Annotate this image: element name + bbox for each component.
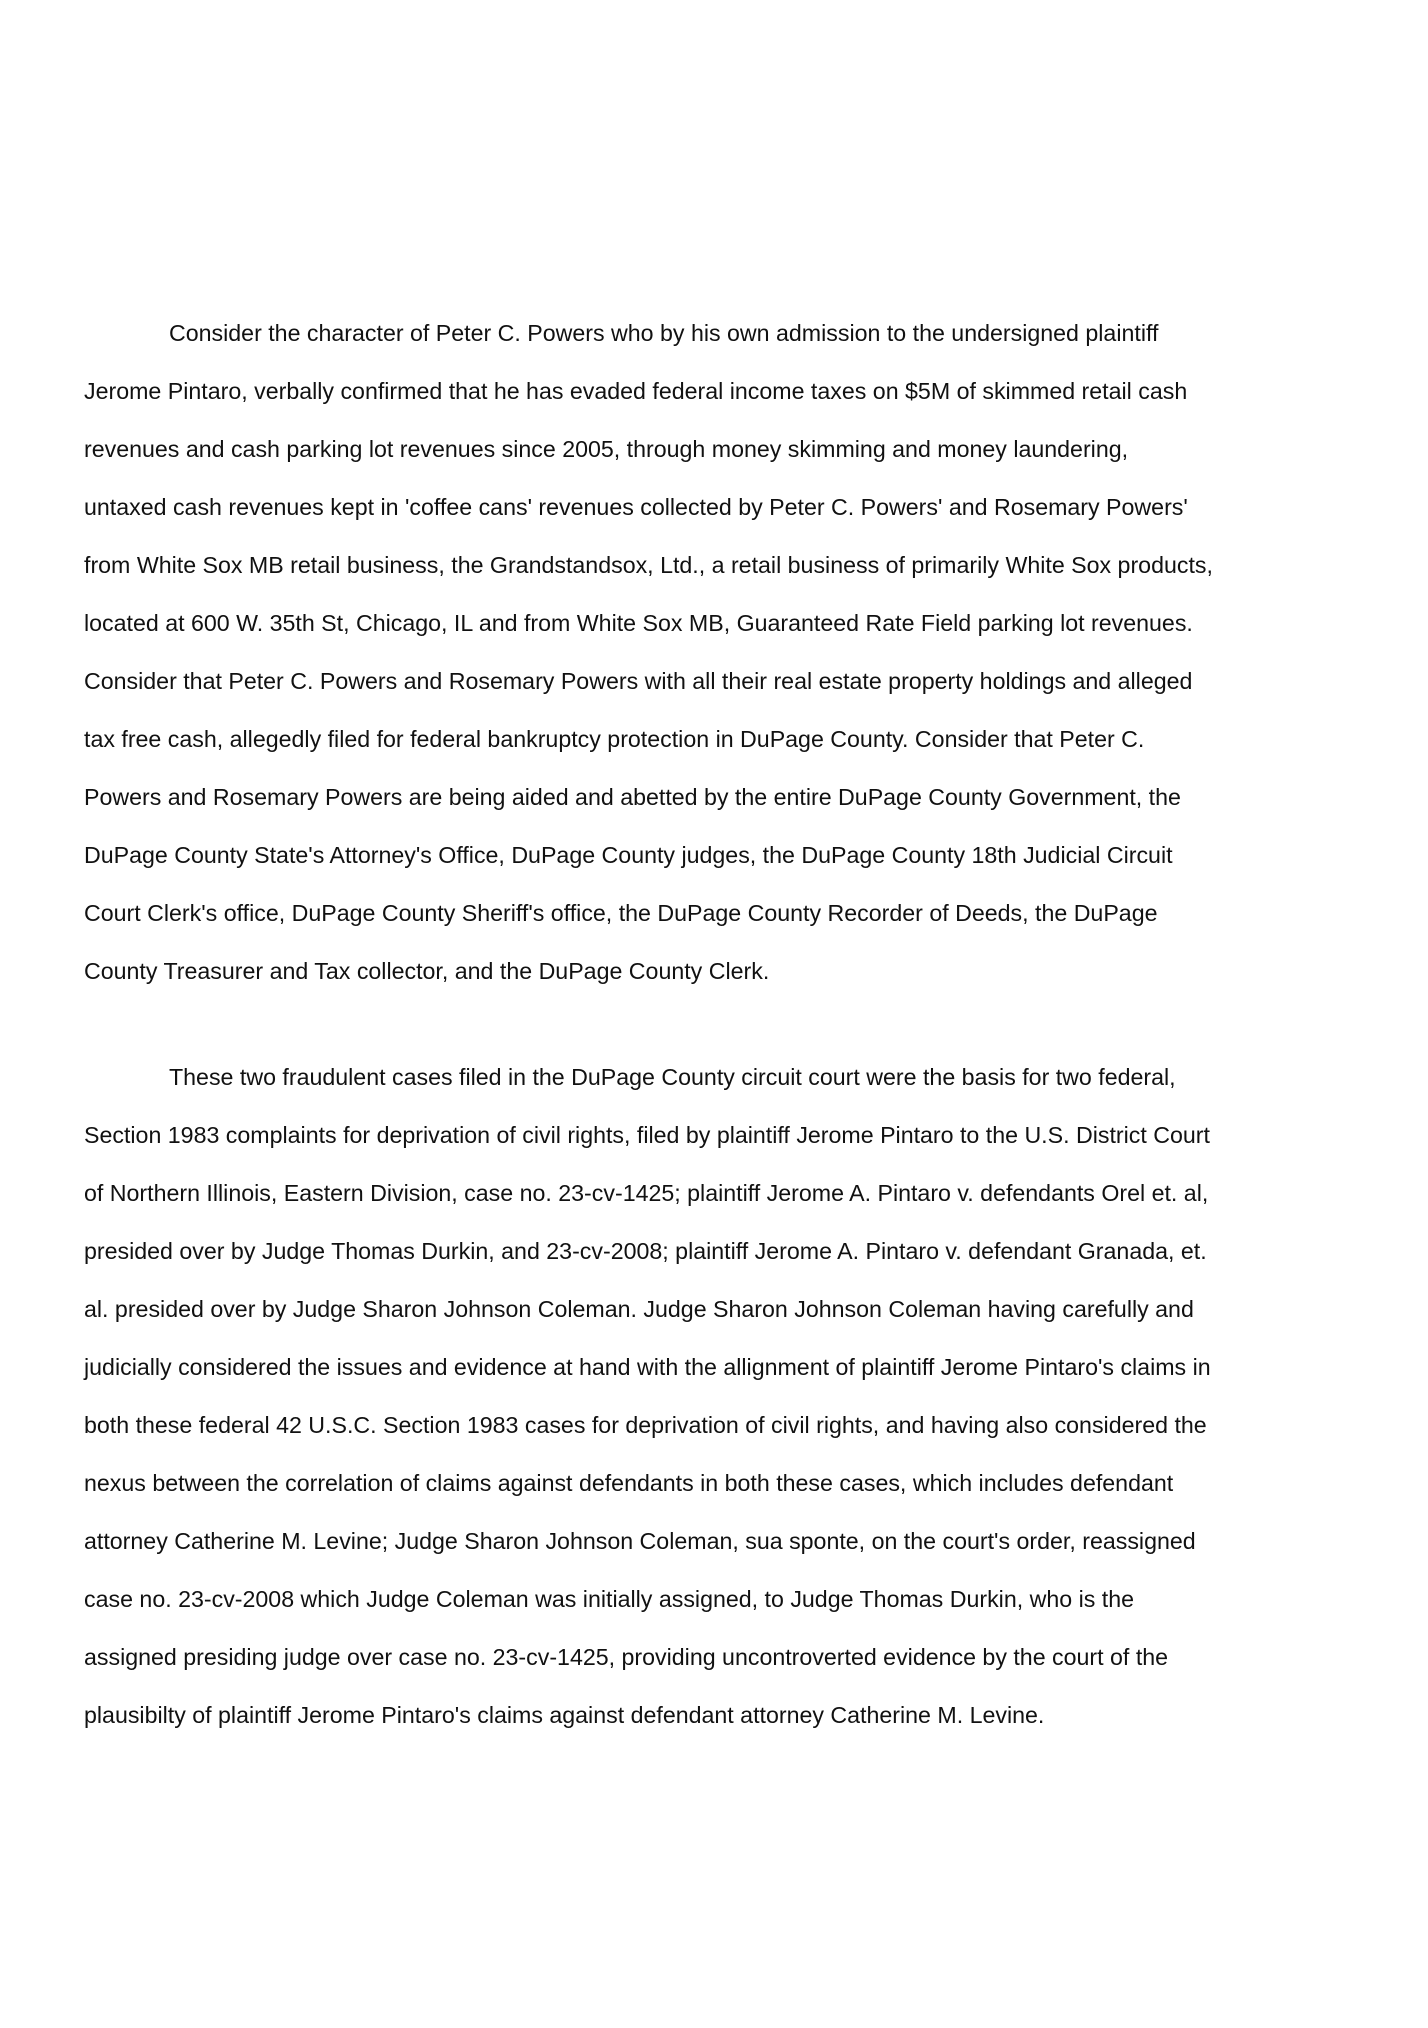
paragraph-line: case no. 23-cv-2008 which Judge Coleman was initially assigned, to Judge Thomas Durkin, who is the: [84, 1586, 1135, 1612]
paragraph-line: tax free cash, allegedly filed for federal bankruptcy protection in DuPage County. Consider that Peter C.: [84, 726, 1145, 752]
paragraph-line: of Northern Illinois, Eastern Division, case no. 23-cv-1425; plaintiff Jerome A. Pintaro v. defendants Orel et. al,: [84, 1180, 1209, 1206]
paragraph-line: Consider that Peter C. Powers and Rosemary Powers with all their real estate property holdings and alleged: [84, 668, 1193, 694]
paragraph-line: These two fraudulent cases filed in the DuPage County circuit court were the basis for two federal,: [169, 1064, 1176, 1090]
paragraph-line: DuPage County State's Attorney's Office, DuPage County judges, the DuPage County 18th Judicial Circuit: [84, 842, 1173, 868]
paragraph-1: [84, 304, 1346, 1000]
paragraph-line: from White Sox MB retail business, the Grandstandsox, Ltd., a retail business of primarily White Sox products,: [84, 552, 1213, 578]
paragraph-line: al. presided over by Judge Sharon Johnson Coleman. Judge Sharon Johnson Coleman having carefully and: [84, 1296, 1194, 1322]
paragraph-line: untaxed cash revenues kept in 'coffee cans' revenues collected by Peter C. Powers' and Rosemary Powers': [84, 494, 1188, 520]
paragraph-line: assigned presiding judge over case no. 23-cv-1425, providing uncontroverted evidence by the court of the: [84, 1644, 1169, 1670]
paragraph-line: located at 600 W. 35th St, Chicago, IL and from White Sox MB, Guaranteed Rate Field parking lot revenues.: [84, 610, 1193, 636]
paragraph-line: plausibilty of plaintiff Jerome Pintaro's claims against defendant attorney Catherine M. Levine.: [84, 1702, 1045, 1728]
paragraph-line: presided over by Judge Thomas Durkin, and 23-cv-2008; plaintiff Jerome A. Pintaro v. defendant Granada, et.: [84, 1238, 1207, 1264]
paragraph-line: Court Clerk's office, DuPage County Sheriff's office, the DuPage County Recorder of Deeds, the DuPage: [84, 900, 1158, 926]
paragraph-line: both these federal 42 U.S.C. Section 1983 cases for deprivation of civil rights, and having also considered the: [84, 1412, 1207, 1438]
paragraph-2: [84, 1048, 1346, 1744]
paragraph-line: attorney Catherine M. Levine; Judge Sharon Johnson Coleman, sua sponte, on the court's order, reassigned: [84, 1528, 1196, 1554]
paragraph-line: Section 1983 complaints for deprivation of civil rights, filed by plaintiff Jerome Pintaro to the U.S. District Court: [84, 1122, 1210, 1148]
paragraph-line: Jerome Pintaro, verbally confirmed that he has evaded federal income taxes on $5M of skimmed retail cash: [84, 378, 1188, 404]
paragraph-line: Powers and Rosemary Powers are being aided and abetted by the entire DuPage County Government, the: [84, 784, 1181, 810]
paragraph-line: County Treasurer and Tax collector, and the DuPage County Clerk.: [84, 958, 770, 984]
paragraph-line: nexus between the correlation of claims against defendants in both these cases, which includes defendant: [84, 1470, 1174, 1496]
paragraph-line: Consider the character of Peter C. Powers who by his own admission to the undersigned plaintiff: [169, 320, 1159, 346]
paragraph-line: judicially considered the issues and evidence at hand with the allignment of plaintiff Jerome Pintaro's claims in: [84, 1354, 1211, 1380]
paragraph-line: revenues and cash parking lot revenues since 2005, through money skimming and money laundering,: [84, 436, 1129, 462]
